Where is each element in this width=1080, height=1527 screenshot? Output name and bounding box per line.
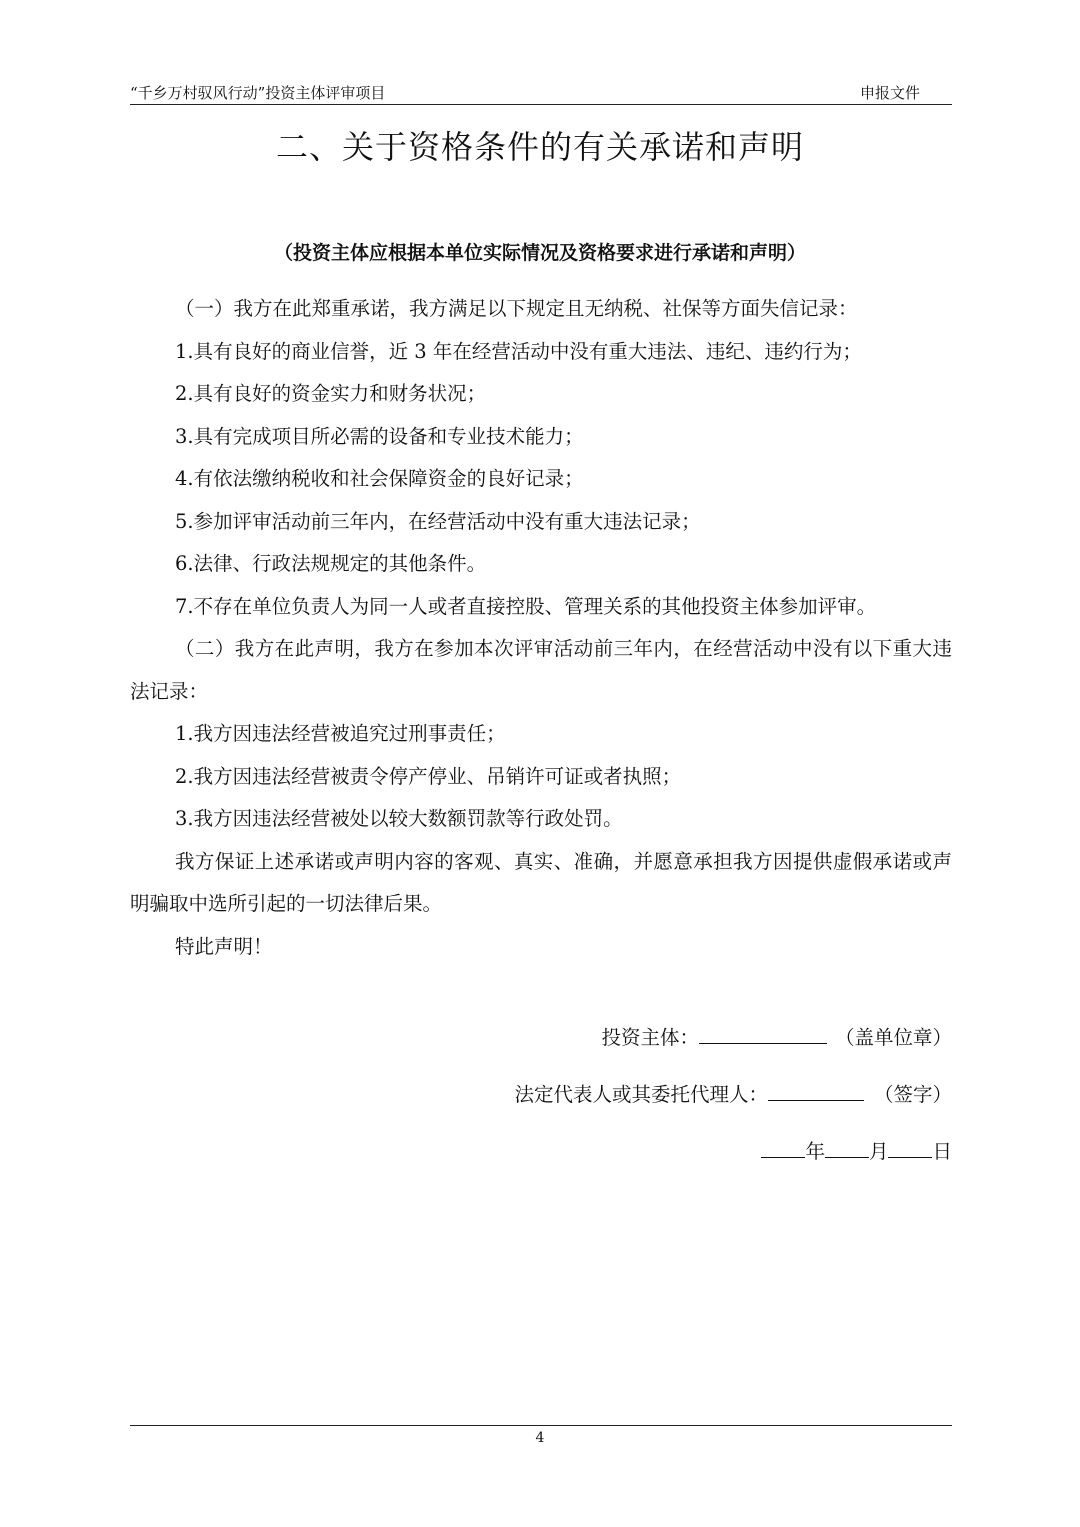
footer-divider [130,1425,952,1426]
investor-signature-line [601,1022,952,1050]
day-blank[interactable] [888,1139,932,1158]
section1-item-2: 2.具有良好的资金实力和财务状况； [175,382,487,405]
page-title: 二、关于资格条件的有关承诺和声明 [275,128,804,166]
year-blank[interactable] [761,1139,805,1158]
section2-item-3: 3.我方因违法经营被处以较大数额罚款等行政处罚。 [175,807,623,830]
day-label: 日 [932,1140,952,1163]
page-subtitle: （投资主体应根据本单位实际情况及资格要求进行承诺和声明） [273,242,806,264]
section1-item-7: 7.不存在单位负责人为同一人或者直接控股、管理关系的其他投资主体参加评审。 [175,594,877,618]
header-doc-type: 申报文件 [859,84,920,102]
page-number: 4 [535,1430,545,1446]
section2-item-1: 1.我方因违法经营被追究过刑事责任； [175,722,506,745]
document-body [130,288,952,968]
investor-label: 投资主体： [601,1026,699,1049]
page-header [130,80,952,105]
section2-item-2: 2.我方因违法经营被责令停产停业、吊销许可证或者执照； [175,764,682,788]
date-line [761,1136,952,1164]
section1-item-6: 6.法律、行政法规规定的其他条件。 [175,552,487,575]
representative-label: 法定代表人或其委托代理人： [514,1083,768,1106]
guarantee-paragraph: 我方保证上述承诺或声明内容的客观、真实、准确，并愿意承担我方因提供虚假承诺或声明骗取中选所引起的一切法律后果。 [130,849,952,915]
section1-item-4: 4.有依法缴纳税收和社会保障资金的良好记录； [175,467,584,490]
section1-intro: （一）我方在此郑重承诺，我方满足以下规定且无纳税、社保等方面失信记录： [175,297,858,320]
section2-intro: （二）我方在此声明，我方在参加本次评审活动前三年内，在经营活动中没有以下重大违法记录： [130,637,952,703]
month-blank[interactable] [825,1139,869,1158]
representative-note: （签字） [873,1083,952,1106]
year-label: 年 [805,1140,825,1163]
month-label: 月 [868,1140,889,1163]
section1-item-5: 5.参加评审活动前三年内，在经营活动中没有重大违法记录； [175,509,701,533]
investor-blank[interactable] [699,1025,827,1044]
section1-item-1: 1.具有良好的商业信誉，近 3 年在经营活动中没有重大违法、违纪、违约行为； [175,339,862,363]
section1-item-3: 3.具有完成项目所必需的设备和专业技术能力； [175,424,584,448]
representative-signature-line [514,1079,952,1107]
investor-note: （盖单位章） [834,1026,952,1049]
header-project-title: “千乡万村驭风行动”投资主体评审项目 [130,84,386,102]
representative-blank[interactable] [768,1082,864,1101]
closing-statement: 特此声明！ [175,934,273,958]
